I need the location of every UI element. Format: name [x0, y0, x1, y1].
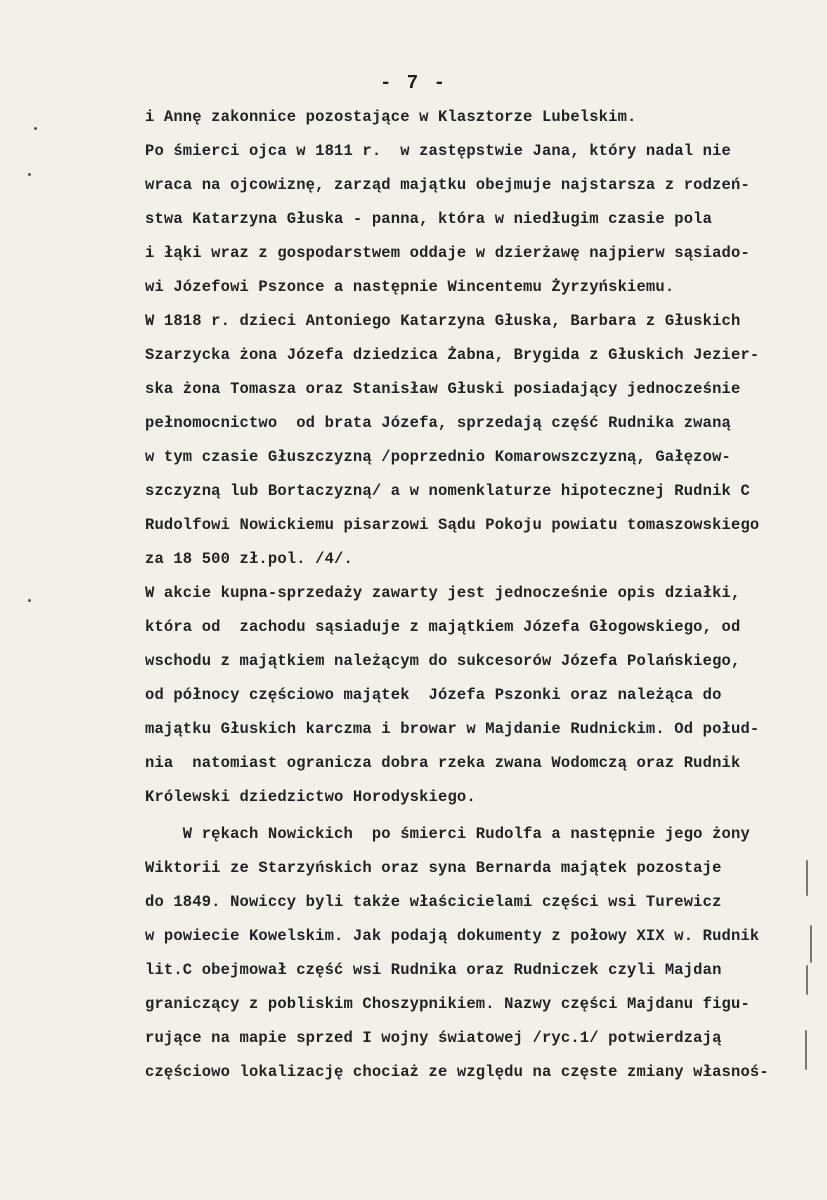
text-line: od północy częściowo majątek Józefa Pszonki oraz należąca do — [145, 686, 722, 704]
text-line: W 1818 r. dzieci Antoniego Katarzyna Głuska, Barbara z Głuskich — [145, 312, 741, 330]
text-line: Szarzycka żona Józefa dziedzica Żabna, Brygida z Głuskich Jezier- — [145, 346, 760, 364]
text-line: nia natomiast ogranicza dobra rzeka zwana Wodomczą oraz Rudnik — [145, 754, 741, 772]
text-line: Po śmierci ojca w 1811 r. w zastępstwie Jana, który nadal nie — [145, 142, 731, 160]
text-line: lit.C obejmował część wsi Rudnika oraz Rudniczek czyli Majdan — [145, 961, 722, 979]
page-number: - 7 - — [379, 72, 447, 94]
text-line: stwa Katarzyna Głuska - panna, która w niedługim czasie pola — [145, 210, 713, 228]
text-line: W akcie kupna-sprzedaży zawarty jest jednocześnie opis działki, — [145, 584, 741, 602]
margin-dot — [34, 127, 37, 130]
margin-pencil-mark — [805, 1030, 807, 1070]
text-line: i łąki wraz z gospodarstwem oddaje w dzierżawę najpierw sąsiado- — [145, 244, 750, 262]
text-line: wi Józefowi Pszonce a następnie Wincentemu Żyrzyńskiemu. — [145, 278, 675, 296]
text-line: W rękach Nowickich po śmierci Rudolfa a następnie jego żony — [145, 825, 750, 843]
text-line: która od zachodu sąsiaduje z majątkiem Józefa Głogowskiego, od — [145, 618, 741, 636]
margin-dot — [28, 599, 31, 602]
text-line: wraca na ojcowiznę, zarząd majątku obejmuje najstarsza z rodzeń- — [145, 176, 750, 194]
margin-pencil-mark — [810, 925, 812, 963]
text-line: Wiktorii ze Starzyńskich oraz syna Bernarda majątek pozostaje — [145, 859, 722, 877]
text-line: do 1849. Nowiccy byli także właścicielami części wsi Turewicz — [145, 893, 722, 911]
text-line: Królewski dziedzictwo Horodyskiego. — [145, 788, 476, 806]
text-line: za 18 500 zł.pol. /4/. — [145, 550, 353, 568]
text-line: Rudolfowi Nowickiemu pisarzowi Sądu Pokoju powiatu tomaszowskiego — [145, 516, 760, 534]
text-line: w powiecie Kowelskim. Jak podają dokumenty z połowy XIX w. Rudnik — [145, 927, 760, 945]
text-line: graniczący z pobliskim Choszypnikiem. Nazwy części Majdanu figu- — [145, 995, 750, 1013]
margin-pencil-mark — [806, 965, 808, 995]
text-line: majątku Głuskich karczma i browar w Majdanie Rudnickim. Od połud- — [145, 720, 760, 738]
margin-pencil-mark — [806, 860, 808, 896]
text-line: szczyzną lub Bortaczyzną/ a w nomenklaturze hipotecznej Rudnik C — [145, 482, 750, 500]
margin-dot — [28, 173, 31, 176]
text-line: w tym czasie Głuszczyzną /poprzednio Komarowszczyzną, Gałęzow- — [145, 448, 731, 466]
text-line: częściowo lokalizację chociaż ze względu na częste zmiany własnoś- — [145, 1063, 769, 1081]
text-line: ska żona Tomasza oraz Stanisław Głuski posiadający jednocześnie — [145, 380, 741, 398]
text-line: wschodu z majątkiem należącym do sukcesorów Józefa Polańskiego, — [145, 652, 741, 670]
text-line: rujące na mapie sprzed I wojny światowej /ryc.1/ potwierdzają — [145, 1029, 722, 1047]
text-line: pełnomocnictwo od brata Józefa, sprzedają część Rudnika zwaną — [145, 414, 731, 432]
text-line: i Annę zakonnice pozostające w Klasztorze Lubelskim. — [145, 108, 637, 126]
